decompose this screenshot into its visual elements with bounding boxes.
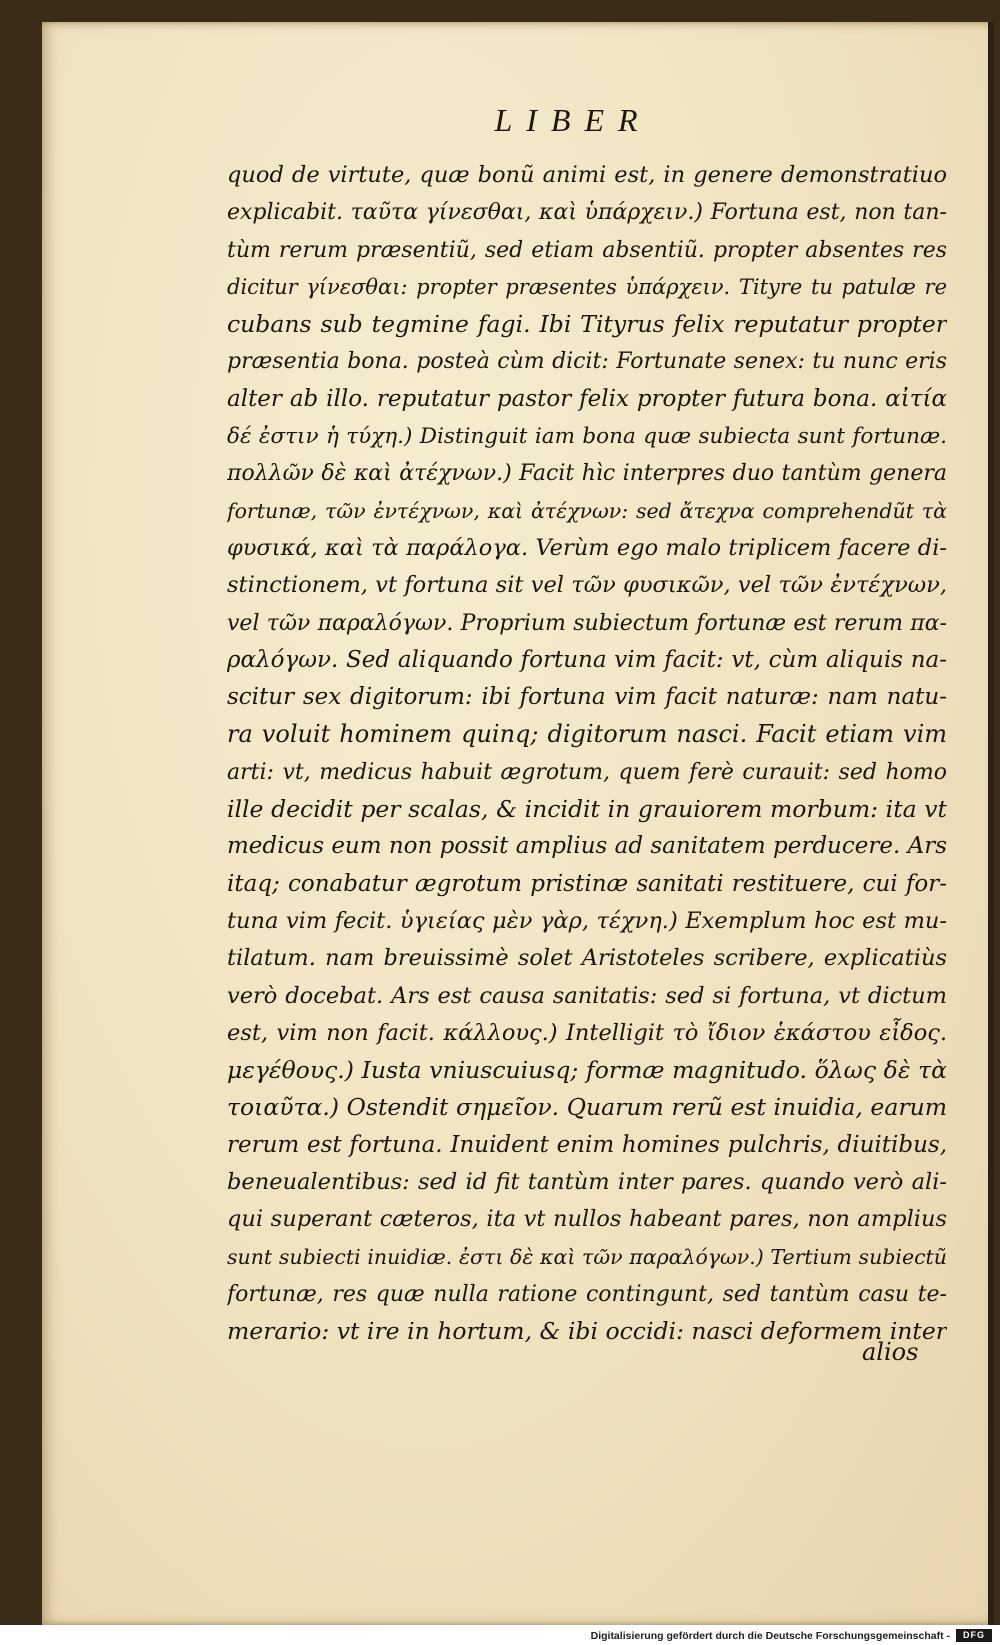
text-line: ραλόγων. Sed aliquando fortuna vim facit: vt, cùm aliquis na- [227, 646, 947, 673]
text-line: arti: vt, medicus habuit ægrotum, quem ferè curauit: sed homo [227, 759, 947, 785]
text-line: beneualentibus: sed id fit tantùm inter pares. quando verò ali- [227, 1169, 947, 1196]
text-line: fortunæ, τῶν ἐντέχνων, καὶ ἀτέχνων: sed ἄτεχνα comprehendũt τὰ [227, 498, 947, 523]
dfg-logo: DFG [956, 1629, 992, 1642]
text-line: φυσικά, καὶ τὰ παράλογα. Verùm ego malo triplicem facere di- [227, 534, 947, 561]
text-line: vel τῶν παραλόγων. Proprium subiectum fortunæ est rerum πα- [227, 610, 947, 636]
footer-credit: Digitalisierung gefördert durch die Deutsche Forschungsgemeinschaft - [590, 1630, 950, 1642]
text-line: stinctionem, vt fortuna sit vel τῶν φυσικῶν, vel τῶν ἐντέχνων, [227, 572, 947, 599]
book-page [42, 22, 994, 1625]
text-line: cubans sub tegmine fagi. Ibi Tityrus felix reputatur propter [227, 310, 947, 339]
text-line: ra voluit hominem quinq; digitorum nasci. Facit etiam vim [227, 720, 947, 749]
text-line: est, vim non facit. κάλλους.) Intelligit τὸ ἴδιον ἑκάστου εἶδος. [227, 1019, 947, 1046]
text-line: τοιαῦτα.) Ostendit σημεῖον. Quarum rerũ est inuidia, earum [227, 1093, 947, 1122]
book-spine-edge [988, 22, 994, 1625]
text-line: δέ ἐστιν ἡ τύχη.) Distinguit iam bona quæ subiecta sunt fortunæ. [227, 424, 947, 450]
text-line: sunt subiecti inuidiæ. ἐστι δὲ καὶ τῶν παραλόγων.) Tertium subiectũ [227, 1244, 947, 1269]
text-block [227, 157, 947, 1351]
text-line: verò docebat. Ars est causa sanitatis: sed si fortuna, vt dictum [227, 982, 947, 1009]
text-line: præsentia bona. posteà cùm dicit: Fortunate senex: tu nunc eris [227, 349, 947, 375]
text-line: alter ab illo. reputatur pastor felix propter futura bona. αἰτία [227, 385, 947, 412]
text-line: tuna vim fecit. ὑγιείας μὲν γὰρ, τέχνη.) Exemplum hoc est mu- [227, 907, 947, 934]
text-line: itaq; conabatur ægrotum pristinæ sanitati restituere, cui for- [227, 870, 947, 897]
text-line: medicus eum non possit amplius ad sanitatem perducere. Ars [227, 833, 947, 860]
text-line: scitur sex digitorum: ibi fortuna vim facit naturæ: nam natu- [227, 684, 947, 711]
text-line: quod de virtute, quæ bonũ animi est, in genere demonstratiuo [227, 162, 947, 188]
text-line: rerum est fortuna. Inuident enim homines pulchris, diuitibus, [227, 1131, 947, 1158]
text-line: dicitur γίνεσθαι: propter præsentes ὑπάρχειν. Tityre tu patulæ re [227, 274, 947, 299]
catchword: alios [862, 1338, 919, 1366]
text-line: explicabit. ταῦτα γίνεσθαι, καὶ ὑπάρχειν.) Fortuna est, non tan- [227, 200, 947, 226]
text-line: ille decidit per scalas, & incidit in grauiorem morbum: ita vt [227, 795, 947, 824]
text-line: qui superant cæteros, ita vt nullos habeant pares, non amplius [227, 1206, 947, 1233]
text-line: πολλῶν δὲ καὶ ἀτέχνων.) Facit hìc interpres duo tantùm genera [227, 461, 947, 487]
text-line: merario: vt ire in hortum, & ibi occidi: nasci deformem inter [227, 1317, 947, 1346]
footer-bar [0, 1625, 1000, 1645]
text-line: tilatum. nam breuissimè solet Aristoteles scribere, explicatiùs [227, 945, 947, 972]
text-line: μεγέθους.) Iusta vniuscuiusq; formæ magnitudo. ὅλως δὲ τὰ [227, 1056, 947, 1085]
text-line: tùm rerum præsentiũ, sed etiam absentiũ. propter absentes res [227, 237, 947, 263]
text-line: fortunæ, res quæ nulla ratione contingunt, sed tantùm casu te- [227, 1281, 947, 1307]
running-head: LIBER [494, 102, 652, 138]
